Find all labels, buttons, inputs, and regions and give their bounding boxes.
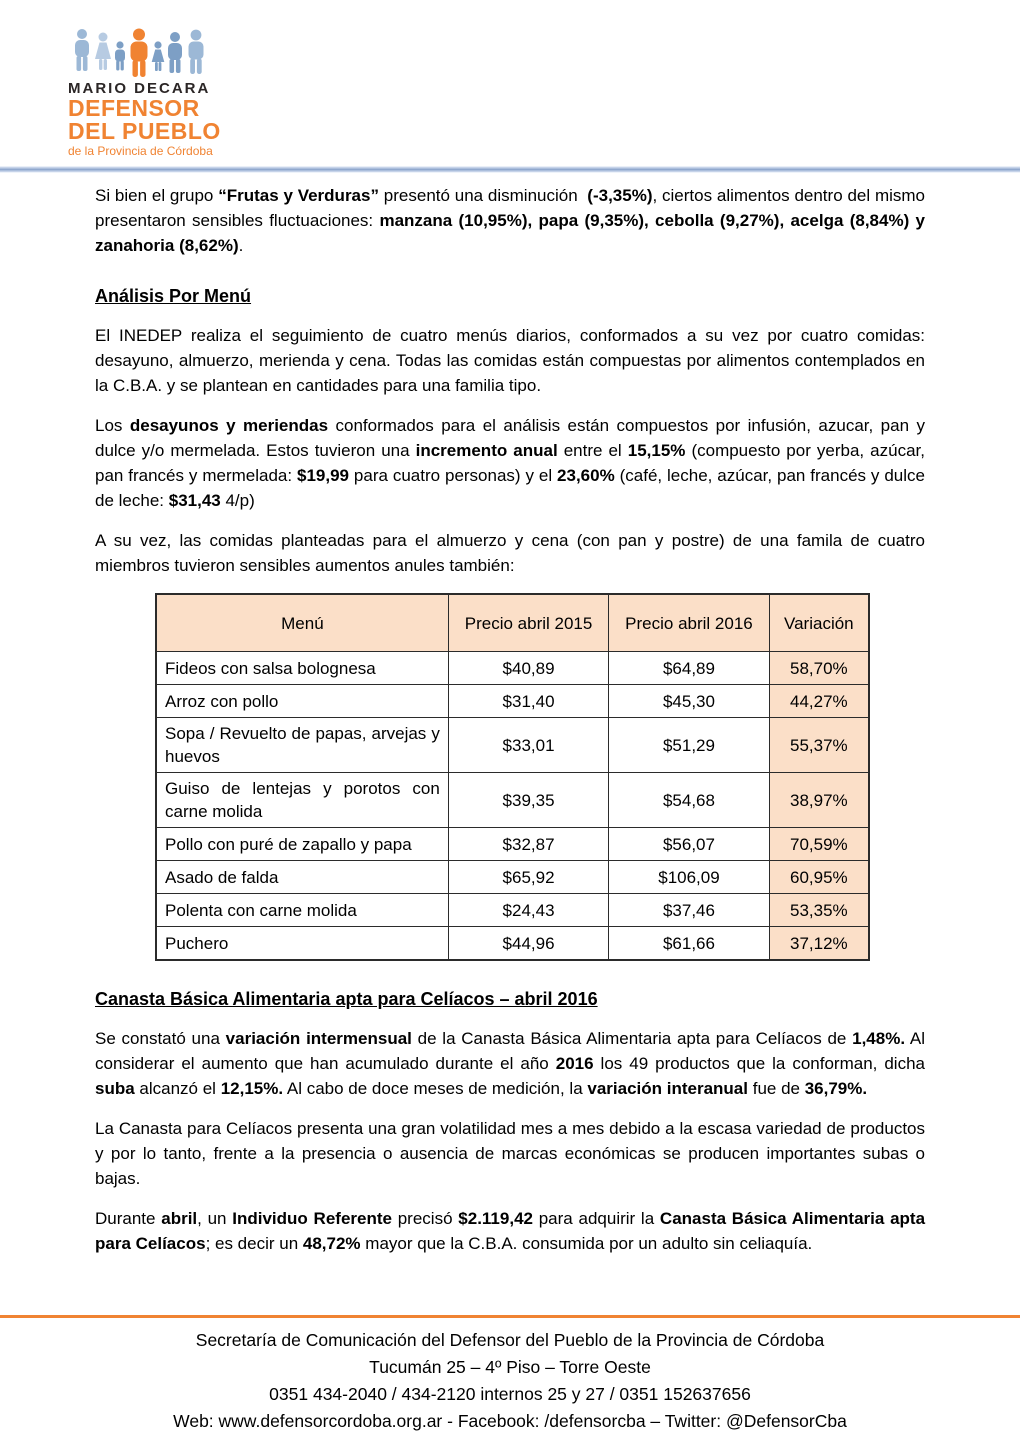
- table-row: [156, 718, 869, 773]
- logo-title-line2: DEL PUEBLO: [68, 118, 221, 144]
- document-body: [95, 183, 925, 1256]
- table-cell-p2016: $37,46: [609, 894, 769, 927]
- header-divider: [0, 166, 1020, 173]
- table-header-cell: Precio abril 2015: [448, 594, 608, 652]
- table-header-row: [156, 594, 869, 652]
- table-cell-menu: Asado de falda: [156, 861, 448, 894]
- logo-subtitle: de la Provincia de Córdoba: [68, 144, 213, 158]
- table-cell-p2015: $65,92: [448, 861, 608, 894]
- paragraph-frutas-verduras: Si bien el grupo “Frutas y Verduras” presentó una disminución (-3,35%), ciertos alimentos dentro del mismo presentaron sensibles fluctuaciones: manzana (10,95%), papa (9,35%), cebolla (9,27%), acelga (8,84%) y zanahoria (8,62%).: [95, 186, 925, 255]
- table-cell-p2015: $39,35: [448, 773, 608, 828]
- footer-line-secretaria: Secretaría de Comunicación del Defensor del Pueblo de la Provincia de Córdoba: [195, 1330, 825, 1350]
- menu-price-table: [155, 593, 870, 961]
- table-header-cell: Menú: [156, 594, 448, 652]
- section-heading-canasta-celiacos: Canasta Básica Alimentaria apta para Celíacos – abril 2016: [95, 989, 598, 1009]
- table-cell-menu: Puchero: [156, 927, 448, 961]
- table-header: [156, 594, 869, 652]
- section-heading-analisis-por-menu: Análisis Por Menú: [95, 286, 252, 306]
- table-cell-p2015: $31,40: [448, 685, 608, 718]
- table-cell-p2016: $64,89: [609, 652, 769, 685]
- table-cell-p2015: $40,89: [448, 652, 608, 685]
- footer-text: [0, 1327, 1020, 1435]
- table-header-cell: Variación: [769, 594, 869, 652]
- paragraph-almuerzo-cena: A su vez, las comidas planteadas para el almuerzo y cena (con pan y postre) de una famila de cuatro miembros tuvieron sensibles aumentos anules también:: [95, 531, 925, 575]
- header-logo: [68, 28, 1020, 158]
- person-icon: [189, 30, 204, 74]
- table-cell-menu: Sopa / Revuelto de papas, arvejas y huevos: [156, 718, 448, 773]
- table-body: [156, 652, 869, 961]
- table-cell-variacion: 55,37%: [769, 718, 869, 773]
- person-icon: [115, 41, 125, 70]
- table-cell-menu: Fideos con salsa bolognesa: [156, 652, 448, 685]
- table-row: [156, 773, 869, 828]
- table-cell-p2015: $32,87: [448, 828, 608, 861]
- table-cell-variacion: 37,12%: [769, 927, 869, 961]
- footer: [0, 1315, 1020, 1435]
- table-row: [156, 927, 869, 961]
- table-cell-p2015: $44,96: [448, 927, 608, 961]
- table-row: [156, 828, 869, 861]
- logo-name: MARIO DECARA: [68, 80, 211, 97]
- table-cell-variacion: 53,35%: [769, 894, 869, 927]
- logo-title-line1: DEFENSOR: [68, 95, 200, 121]
- table-cell-variacion: 44,27%: [769, 685, 869, 718]
- table-row: [156, 652, 869, 685]
- footer-divider: [0, 1315, 1020, 1318]
- table-header-cell: Precio abril 2016: [609, 594, 769, 652]
- table-cell-menu: Polenta con carne molida: [156, 894, 448, 927]
- table-cell-menu: Pollo con puré de zapallo y papa: [156, 828, 448, 861]
- person-icon: [168, 32, 182, 73]
- paragraph-volatilidad: La Canasta para Celíacos presenta una gran volatilidad mes a mes debido a la escasa variedad de productos y por lo tanto, frente a la presencia o ausencia de marcas económicas se producen importantes subas o bajas.: [95, 1119, 925, 1188]
- footer-line-phones: 0351 434-2040 / 434-2120 internos 25 y 27 / 0351 152637656: [269, 1384, 751, 1404]
- person-icon: [95, 33, 111, 71]
- person-icon: [75, 29, 89, 71]
- table-row: [156, 894, 869, 927]
- person-icon: [152, 41, 165, 71]
- table-cell-variacion: 70,59%: [769, 828, 869, 861]
- paragraph-desayunos-meriendas: Los desayunos y meriendas conformados para el análisis están compuestos por infusión, azucar, pan y dulce y/o mermelada. Estos tuvieron una incremento anual entre el 15,15% (compuesto por yerba, azúcar, pan francés y mermelada: $19,99 para cuatro personas) y el 23,60% (café, leche, azúcar, pan francés y dulce de leche: $31,43 4/p): [95, 416, 925, 510]
- table-cell-variacion: 58,70%: [769, 652, 869, 685]
- table-cell-p2015: $24,43: [448, 894, 608, 927]
- table-cell-p2016: $61,66: [609, 927, 769, 961]
- table-row: [156, 861, 869, 894]
- table-cell-menu: Arroz con pollo: [156, 685, 448, 718]
- footer-line-web-social: Web: www.defensorcordoba.org.ar - Facebook: /defensorcba – Twitter: @DefensorCba: [173, 1411, 847, 1431]
- table-row: [156, 685, 869, 718]
- table-cell-variacion: 60,95%: [769, 861, 869, 894]
- paragraph-variacion-intermensual: Se constató una variación intermensual de la Canasta Básica Alimentaria apta para Celíacos de 1,48%. Al considerar el aumento que han acumulado durante el año 2016 los 49 productos que la conforman, dicha suba alcanzó el 12,15%. Al cabo de doce meses de medición, la variación interanual fue de 36,79%.: [95, 1029, 925, 1098]
- table-cell-variacion: 38,97%: [769, 773, 869, 828]
- people-logo-icon: [72, 28, 222, 78]
- table-cell-p2016: $106,09: [609, 861, 769, 894]
- person-icon: [131, 29, 148, 78]
- table-cell-p2015: $33,01: [448, 718, 608, 773]
- footer-line-address: Tucumán 25 – 4º Piso – Torre Oeste: [369, 1357, 651, 1377]
- table-cell-p2016: $45,30: [609, 685, 769, 718]
- table-cell-p2016: $54,68: [609, 773, 769, 828]
- paragraph-individuo-referente: Durante abril, un Individuo Referente precisó $2.119,42 para adquirir la Canasta Básica Alimentaria apta para Celíacos; es decir un 48,72% mayor que la C.B.A. consumida por un adulto sin celiaquía.: [95, 1209, 926, 1253]
- table-cell-p2016: $56,07: [609, 828, 769, 861]
- paragraph-inedep: El INEDEP realiza el seguimiento de cuatro menús diarios, conformados a su vez por cuatro comidas: desayuno, almuerzo, merienda y cena. Todas las comidas están compuestas por alimentos contemplados en la C.B.A. y se plantean en cantidades para una familia tipo.: [95, 326, 925, 395]
- table-cell-p2016: $51,29: [609, 718, 769, 773]
- table-cell-menu: Guiso de lentejas y porotos con carne molida: [156, 773, 448, 828]
